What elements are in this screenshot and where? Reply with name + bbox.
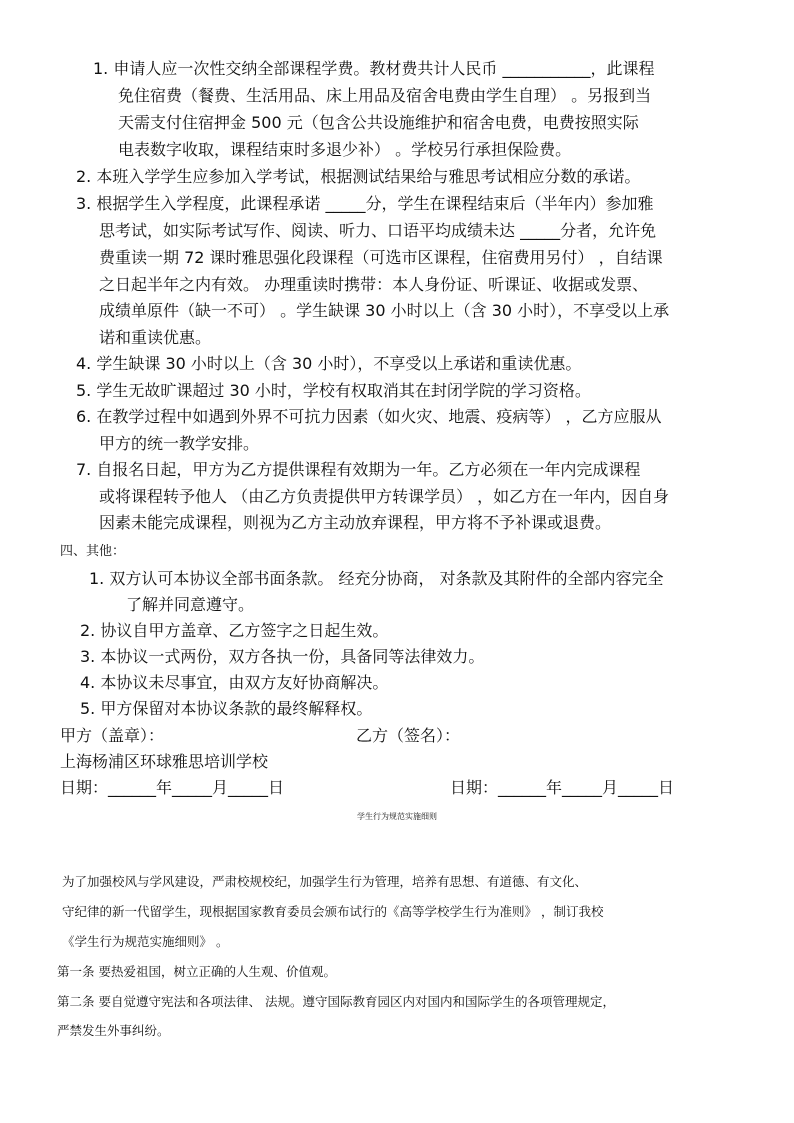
rules-article-2-line-1: 第二条 要自觉遵守宪法和各项法律、 法规。遵守国际教育园区内对国内和国际学生的各项管理规定， xyxy=(57,994,615,1009)
rules-article-2-line-2: 严禁发生外事纠纷。 xyxy=(57,1023,170,1038)
section-4-item-3: 3. 本协议一式两份，双方各执一份，具备同等法律效力。 xyxy=(80,647,485,666)
item-3-line-1: 3. 根据学生入学程度，此课程承诺 _____分，学生在课程结束后（半年内）参加雅 xyxy=(76,194,654,213)
section-4-item-1-line-1: 1. 双方认可本协议全部书面条款。 经充分协商， 对条款及其附件的全部内容完全 xyxy=(89,569,664,588)
item-5: 5. 学生无故旷课超过 30 小时，学校有权取消其在封闭学院的学习资格。 xyxy=(76,381,591,400)
school-name: 上海杨浦区环球雅思培训学校 xyxy=(60,752,269,771)
party-a-label: 甲方（盖章）： xyxy=(60,726,165,745)
item-3-line-6: 诺和重读优惠。 xyxy=(99,328,212,347)
item-3-line-3: 费重读一期 72 课时雅思强化段课程（可选市区课程，住宿费用另付） ，自结课 xyxy=(99,248,663,267)
item-2: 2. 本班入学学生应参加入学考试，根据测试结果给与雅思考试相应分数的承诺。 xyxy=(76,167,641,186)
date-party-b: 日期：______年_____月_____日 xyxy=(450,778,675,797)
item-1-line-4: 电表数字收取，课程结束时多退少补） 。学校另行承担保险费。 xyxy=(118,140,572,159)
rules-intro-line-3: 《学生行为规范实施细则》 。 xyxy=(62,934,229,949)
item-3-line-4: 之日起半年之内有效。 办理重读时携带：本人身份证、听课证、收据或发票、 xyxy=(99,275,649,294)
rules-intro-line-2: 守纪律的新一代留学生，现根据国家教育委员会颁布试行的《高等学校学生行为准则》 ，制订我校 xyxy=(62,904,604,919)
rules-article-1: 第一条 要热爱祖国，树立正确的人生观、价值观。 xyxy=(57,964,336,979)
section-4-heading: 四、其他： xyxy=(60,544,126,559)
item-3-line-5: 成绩单原件（缺一不可） 。学生缺课 30 小时以上（含 30 小时），不享受以上承 xyxy=(99,301,670,320)
item-4: 4. 学生缺课 30 小时以上（含 30 小时），不享受以上承诺和重读优惠。 xyxy=(76,354,582,373)
item-7-line-2: 或将课程转予他人 （由乙方负责提供甲方转课学员） ，如乙方在一年内，因自身 xyxy=(99,487,670,506)
rules-intro-line-1: 为了加强校风与学风建设，严肃校规校纪，加强学生行为管理，培养有思想、有道德、有文化、 xyxy=(62,874,588,889)
section-4-item-1-line-2: 了解并同意遵守。 xyxy=(126,595,255,614)
section-4-item-4: 4. 本协议未尽事宜，由双方友好协商解决。 xyxy=(80,673,389,692)
item-6-line-2: 甲方的统一教学安排。 xyxy=(99,434,260,453)
section-4-item-5: 5. 甲方保留对本协议条款的最终解释权。 xyxy=(80,699,373,718)
party-b-label: 乙方（签名）： xyxy=(356,726,461,745)
item-7-line-1: 7. 自报名日起，甲方为乙方提供课程有效期为一年。乙方必须在一年内完成课程 xyxy=(76,460,641,479)
item-6-line-1: 6. 在教学过程中如遇到外界不可抗力因素（如火灾、地震、疫病等） ，乙方应服从 xyxy=(76,407,662,426)
item-1-line-1: 1. 申请人应一次性交纳全部课程学费。教材费共计人民币 ___________，此课程 xyxy=(93,59,655,78)
item-7-line-3: 因素未能完成课程，则视为乙方主动放弃课程，甲方将不予补课或退费。 xyxy=(99,513,612,532)
item-1-line-2: 免住宿费（餐费、生活用品、床上用品及宿舍电费由学生自理） 。另报到当 xyxy=(118,86,652,105)
section-4-item-2: 2. 协议自甲方盖章、乙方签字之日起生效。 xyxy=(80,621,389,640)
rules-title: 学生行为规范实施细则 xyxy=(357,812,437,821)
item-1-line-3: 天需支付住宿押金 500 元（包含公共设施维护和宿舍电费，电费按照实际 xyxy=(118,113,639,132)
date-party-a: 日期：______年_____月_____日 xyxy=(60,778,285,797)
item-3-line-2: 思考试，如实际考试写作、阅读、听力、口语平均成绩未达 _____分者，允许免 xyxy=(99,221,657,240)
